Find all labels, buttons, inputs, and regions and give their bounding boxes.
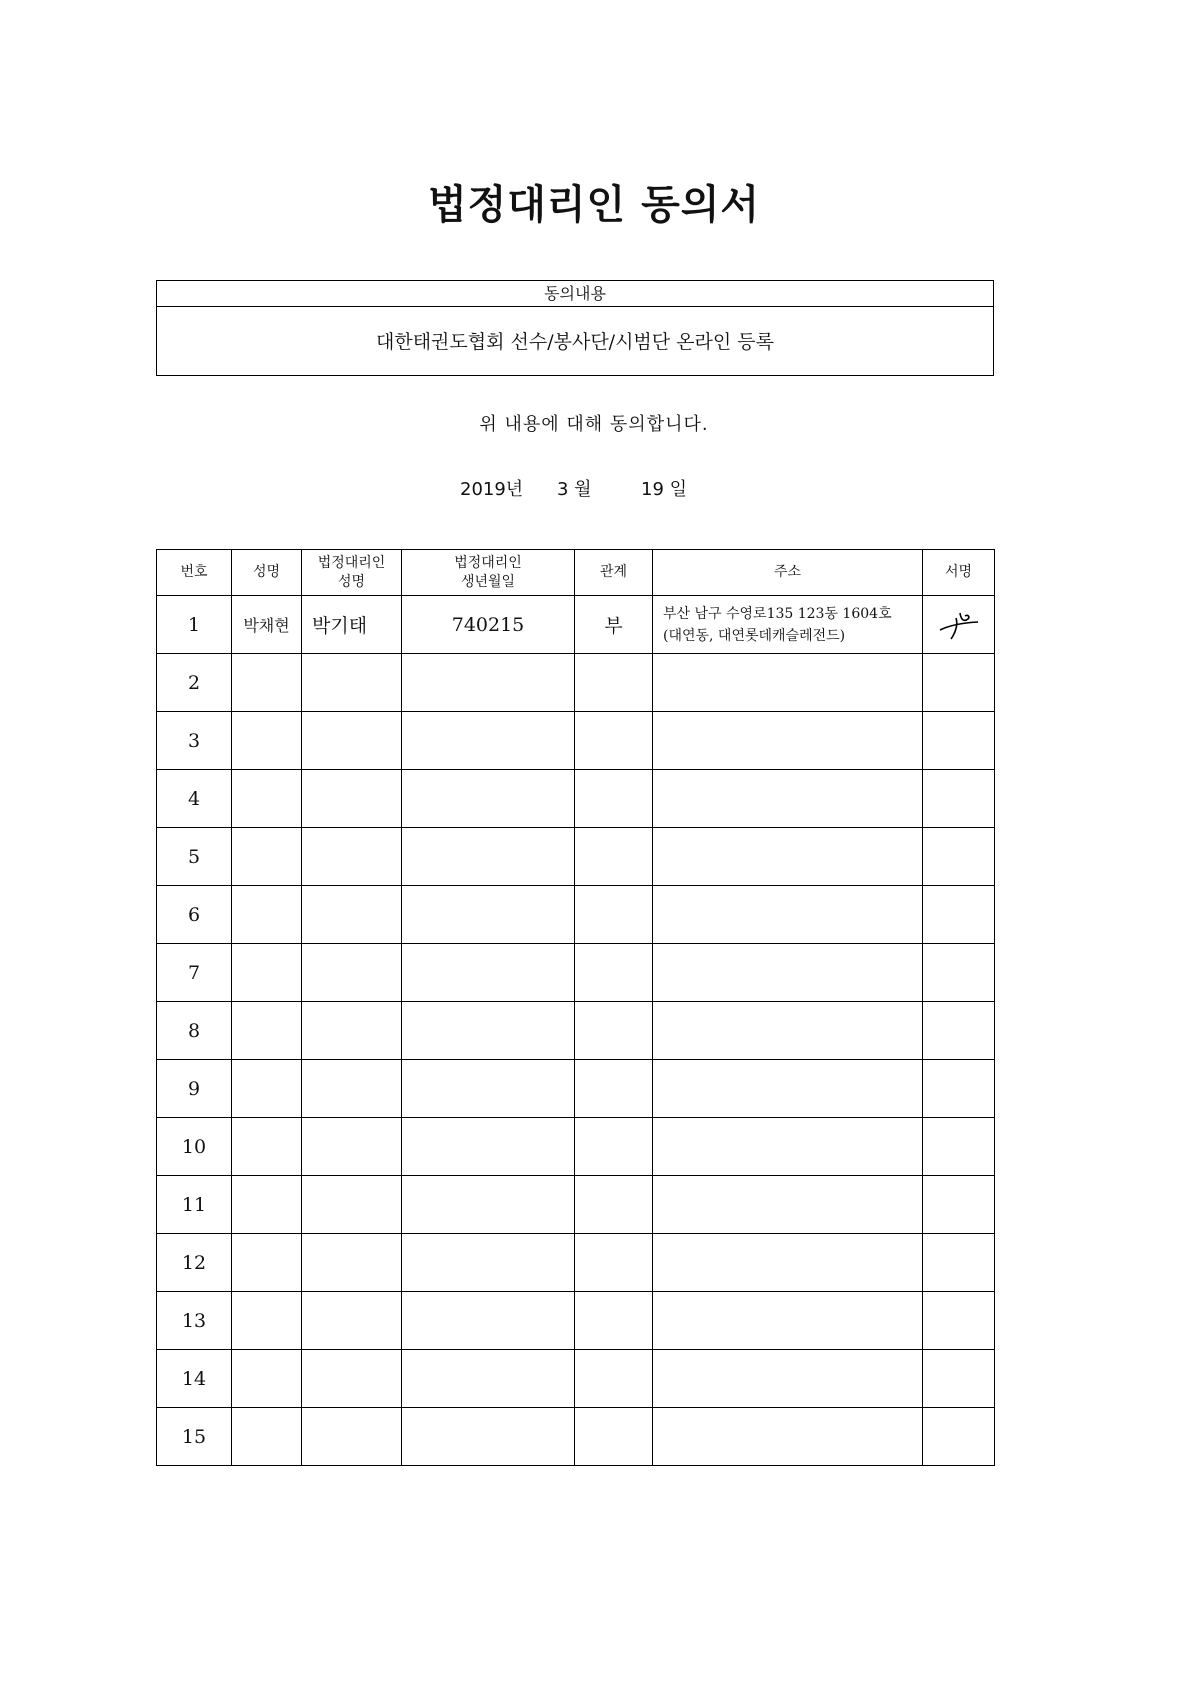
row-guardian-birth <box>402 1118 575 1176</box>
table-row <box>157 1234 995 1292</box>
row-guardian-birth: 740215 <box>402 596 575 654</box>
row-address <box>653 1292 923 1350</box>
row-relation <box>575 944 653 1002</box>
table-row <box>157 1002 995 1060</box>
row-relation <box>575 1292 653 1350</box>
table-row <box>157 712 995 770</box>
row-guardian-birth <box>402 1060 575 1118</box>
row-address <box>653 1408 923 1466</box>
row-no: 2 <box>157 654 232 712</box>
row-signature <box>923 1060 995 1118</box>
row-no: 7 <box>157 944 232 1002</box>
row-guardian-birth <box>402 1002 575 1060</box>
header-guardian-name-line2: 성명 <box>337 573 366 590</box>
table-row <box>157 1060 995 1118</box>
row-signature <box>923 1176 995 1234</box>
row-no: 14 <box>157 1350 232 1408</box>
header-guardian-name-line1: 법정대리인 <box>317 554 386 571</box>
row-name <box>232 1060 302 1118</box>
row-relation <box>575 1176 653 1234</box>
row-signature <box>923 1350 995 1408</box>
row-guardian-birth <box>402 1350 575 1408</box>
row-name <box>232 1234 302 1292</box>
table-row <box>157 596 995 654</box>
row-signature <box>923 1408 995 1466</box>
header-no: 번호 <box>157 550 232 596</box>
row-guardian-name <box>302 1408 402 1466</box>
row-no: 9 <box>157 1060 232 1118</box>
row-address <box>653 770 923 828</box>
row-guardian-birth <box>402 712 575 770</box>
document-title: 법정대리인 동의서 <box>427 182 761 228</box>
row-address <box>653 1002 923 1060</box>
row-relation <box>575 1002 653 1060</box>
row-signature <box>923 1118 995 1176</box>
row-guardian-birth <box>402 1292 575 1350</box>
row-relation <box>575 654 653 712</box>
row-signature <box>923 828 995 886</box>
header-name: 성명 <box>232 550 302 596</box>
row-guardian-name: 박기태 <box>302 596 402 654</box>
row-guardian-name <box>302 1176 402 1234</box>
date-day: 19 일 <box>641 479 688 500</box>
table-row <box>157 654 995 712</box>
row-relation <box>575 1350 653 1408</box>
row-no: 4 <box>157 770 232 828</box>
table-row <box>157 1118 995 1176</box>
row-guardian-name <box>302 1234 402 1292</box>
header-relation: 관계 <box>575 550 653 596</box>
header-guardian-birth <box>402 550 575 596</box>
table-row <box>157 1176 995 1234</box>
row-relation <box>575 770 653 828</box>
row-name <box>232 828 302 886</box>
row-guardian-name <box>302 1060 402 1118</box>
row-no: 15 <box>157 1408 232 1466</box>
row-guardian-birth <box>402 886 575 944</box>
row-no: 6 <box>157 886 232 944</box>
row-name <box>232 770 302 828</box>
header-guardian-birth-line1: 법정대리인 <box>454 554 522 571</box>
row-address-line1: 부산 남구 수영로135 123동 1604호 <box>663 605 892 622</box>
row-address <box>653 886 923 944</box>
row-address <box>653 712 923 770</box>
row-relation <box>575 1118 653 1176</box>
row-relation <box>575 1060 653 1118</box>
row-name <box>232 1408 302 1466</box>
row-name <box>232 1002 302 1060</box>
table-row <box>157 944 995 1002</box>
row-relation: 부 <box>575 596 653 654</box>
row-no: 3 <box>157 712 232 770</box>
row-relation <box>575 886 653 944</box>
row-guardian-name <box>302 1118 402 1176</box>
table-row <box>157 1350 995 1408</box>
row-guardian-name <box>302 770 402 828</box>
row-guardian-name <box>302 712 402 770</box>
row-signature <box>923 712 995 770</box>
table-row <box>157 770 995 828</box>
row-no: 11 <box>157 1176 232 1234</box>
table-row <box>157 886 995 944</box>
agreement-statement: 위 내용에 대해 동의합니다. <box>479 414 709 435</box>
row-address <box>653 1176 923 1234</box>
row-address <box>653 1060 923 1118</box>
row-guardian-name <box>302 654 402 712</box>
row-signature <box>923 944 995 1002</box>
row-address <box>653 596 923 654</box>
row-guardian-birth <box>402 828 575 886</box>
row-signature <box>923 654 995 712</box>
row-guardian-name <box>302 828 402 886</box>
date-year: 2019년 <box>460 479 524 500</box>
row-name <box>232 1350 302 1408</box>
row-guardian-name <box>302 1292 402 1350</box>
row-name <box>232 886 302 944</box>
row-address <box>653 1234 923 1292</box>
row-relation <box>575 712 653 770</box>
row-signature <box>923 886 995 944</box>
row-guardian-birth <box>402 654 575 712</box>
row-name <box>232 712 302 770</box>
row-guardian-birth <box>402 1234 575 1292</box>
row-relation <box>575 1408 653 1466</box>
row-address <box>653 944 923 1002</box>
header-guardian-birth-line2: 생년월일 <box>460 573 516 590</box>
table-header-row <box>157 550 995 596</box>
header-signature: 서명 <box>923 550 995 596</box>
date-month: 3 월 <box>557 479 592 500</box>
row-address <box>653 654 923 712</box>
row-no: 10 <box>157 1118 232 1176</box>
row-no: 5 <box>157 828 232 886</box>
row-guardian-name <box>302 1350 402 1408</box>
header-address: 주소 <box>653 550 923 596</box>
consent-box <box>156 280 994 376</box>
row-guardian-name <box>302 886 402 944</box>
row-no: 1 <box>157 596 232 654</box>
row-name <box>232 944 302 1002</box>
row-signature <box>923 1292 995 1350</box>
row-name <box>232 654 302 712</box>
row-signature <box>923 1002 995 1060</box>
row-signature <box>923 770 995 828</box>
row-no: 13 <box>157 1292 232 1350</box>
row-address-line2: (대연동, 대연롯데캐슬레전드) <box>663 627 846 644</box>
row-no: 8 <box>157 1002 232 1060</box>
row-address <box>653 1350 923 1408</box>
consent-body: 대한태권도협회 선수/봉사단/시범단 온라인 등록 <box>375 331 774 353</box>
row-address <box>653 1118 923 1176</box>
table-row <box>157 828 995 886</box>
consent-header: 동의내용 <box>157 281 993 307</box>
row-no: 12 <box>157 1234 232 1292</box>
row-guardian-name <box>302 944 402 1002</box>
row-guardian-name <box>302 1002 402 1060</box>
row-relation <box>575 828 653 886</box>
row-guardian-birth <box>402 944 575 1002</box>
table-row <box>157 1292 995 1350</box>
handwritten-signature <box>934 608 984 642</box>
row-signature <box>923 1234 995 1292</box>
row-address <box>653 828 923 886</box>
row-signature <box>923 596 995 654</box>
row-name <box>232 1292 302 1350</box>
guardian-table <box>156 549 995 1466</box>
row-name <box>232 1118 302 1176</box>
row-name <box>232 1176 302 1234</box>
row-relation <box>575 1234 653 1292</box>
table-row <box>157 1408 995 1466</box>
header-guardian-name <box>302 550 402 596</box>
row-guardian-birth <box>402 770 575 828</box>
row-name: 박채현 <box>232 596 302 654</box>
row-guardian-birth <box>402 1408 575 1466</box>
row-guardian-birth <box>402 1176 575 1234</box>
